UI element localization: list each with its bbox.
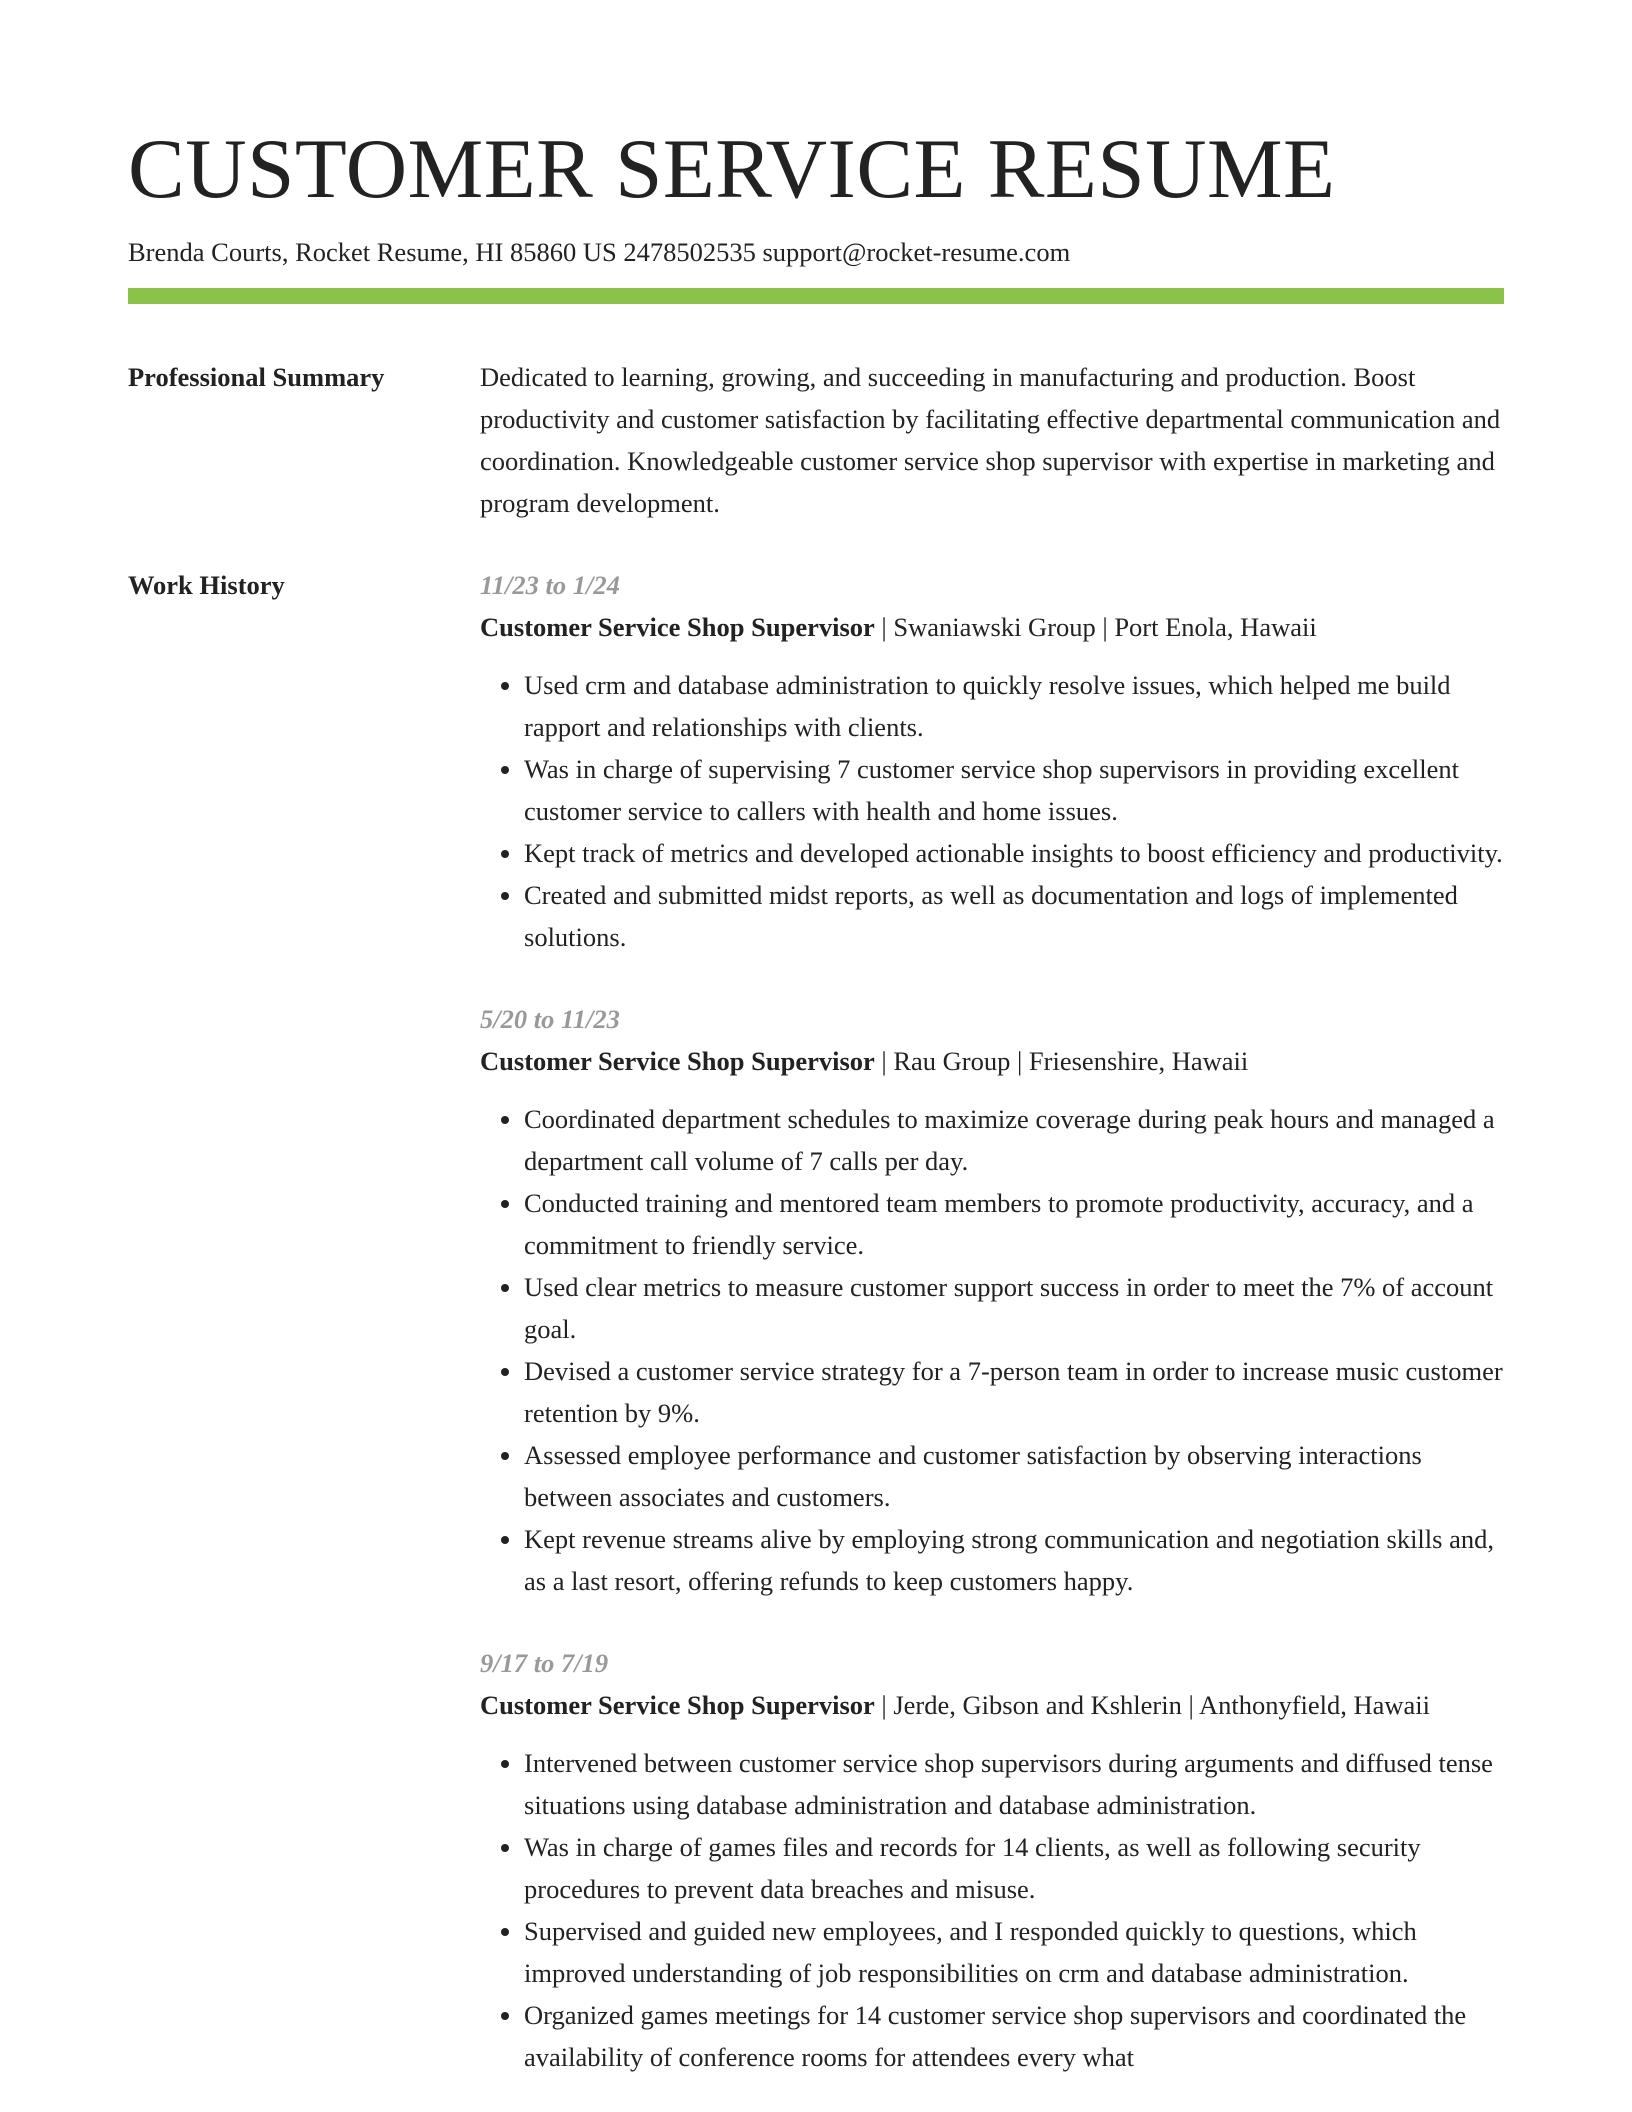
job-list	[480, 564, 1504, 2078]
contact-line: Brenda Courts, Rocket Resume, HI 85860 US 2478502535 support@rocket-resume.com	[128, 237, 1071, 267]
job-header	[480, 1684, 1504, 1726]
work-history-section	[128, 564, 1504, 2078]
job-header	[480, 606, 1504, 648]
job-dates: 11/23 to 1/24	[480, 570, 620, 600]
summary-heading: Professional Summary	[128, 362, 385, 392]
job-bullet: • Devised a customer service strategy for a 7-person team in order to increase music customer retention by 9%.	[524, 1350, 1504, 1434]
header-divider	[128, 288, 1504, 304]
job-bullet: • Was in charge of games files and records for 14 clients, as well as following security procedures to prevent data breaches and misuse.	[524, 1826, 1504, 1910]
job-bullet-list	[480, 664, 1504, 958]
job-title: Customer Service Shop Supervisor	[480, 612, 875, 642]
job-entry	[480, 564, 1504, 958]
job-bullet: • Assessed employee performance and customer satisfaction by observing interactions between associates and customers.	[524, 1434, 1504, 1518]
job-bullet: • Intervened between customer service shop supervisors during arguments and diffused tense situations using database administration and database administration.	[524, 1742, 1504, 1826]
job-bullet: • Kept revenue streams alive by employing strong communication and negotiation skills and, as a last resort, offering refunds to keep customers happy.	[524, 1518, 1504, 1602]
resume-page	[128, 0, 1504, 2078]
job-title: Customer Service Shop Supervisor	[480, 1046, 875, 1076]
job-bullet-list	[480, 1742, 1504, 2078]
job-bullet: • Used crm and database administration to quickly resolve issues, which helped me build rapport and relationships with clients.	[524, 664, 1504, 748]
job-header	[480, 1040, 1504, 1082]
job-bullet: • Kept track of metrics and developed actionable insights to boost efficiency and productivity.	[524, 832, 1504, 874]
job-title: Customer Service Shop Supervisor	[480, 1690, 875, 1720]
job-bullet: • Supervised and guided new employees, and I responded quickly to questions, which improved understanding of job responsibilities on crm and database administration.	[524, 1910, 1504, 1994]
resume-title: CUSTOMER SERVICE RESUME	[128, 122, 1336, 216]
job-dates: 9/17 to 7/19	[480, 1648, 609, 1678]
job-bullet: • Was in charge of supervising 7 customer service shop supervisors in providing excellent customer service to callers with health and home issues.	[524, 748, 1504, 832]
job-entry	[480, 998, 1504, 1602]
job-bullet-list	[480, 1098, 1504, 1602]
summary-text: Dedicated to learning, growing, and succeeding in manufacturing and production. Boost productivity and customer satisfaction by facilitating effective departmental communication and coordination. Knowledgeable customer service shop supervisor with expertise in marketing and program development.	[480, 362, 1501, 518]
work-history-heading: Work History	[128, 570, 285, 600]
job-bullet: • Used clear metrics to measure customer support success in order to meet the 7% of account goal.	[524, 1266, 1504, 1350]
job-bullet: • Coordinated department schedules to maximize coverage during peak hours and managed a department call volume of 7 calls per day.	[524, 1098, 1504, 1182]
job-entry	[480, 1642, 1504, 2078]
job-dates: 5/20 to 11/23	[480, 1004, 620, 1034]
job-details: | Jerde, Gibson and Kshlerin | Anthonyfield, Hawaii	[874, 1690, 1431, 1720]
summary-section	[128, 356, 1504, 524]
job-bullet: • Created and submitted midst reports, as well as documentation and logs of implemented solutions.	[524, 874, 1504, 958]
job-bullet: • Organized games meetings for 14 customer service shop supervisors and coordinated the availability of conference rooms for attendees every what	[524, 1994, 1504, 2078]
job-details: | Swaniawski Group | Port Enola, Hawaii	[874, 612, 1317, 642]
job-details: | Rau Group | Friesenshire, Hawaii	[874, 1046, 1249, 1076]
job-bullet: • Conducted training and mentored team members to promote productivity, accuracy, and a commitment to friendly service.	[524, 1182, 1504, 1266]
